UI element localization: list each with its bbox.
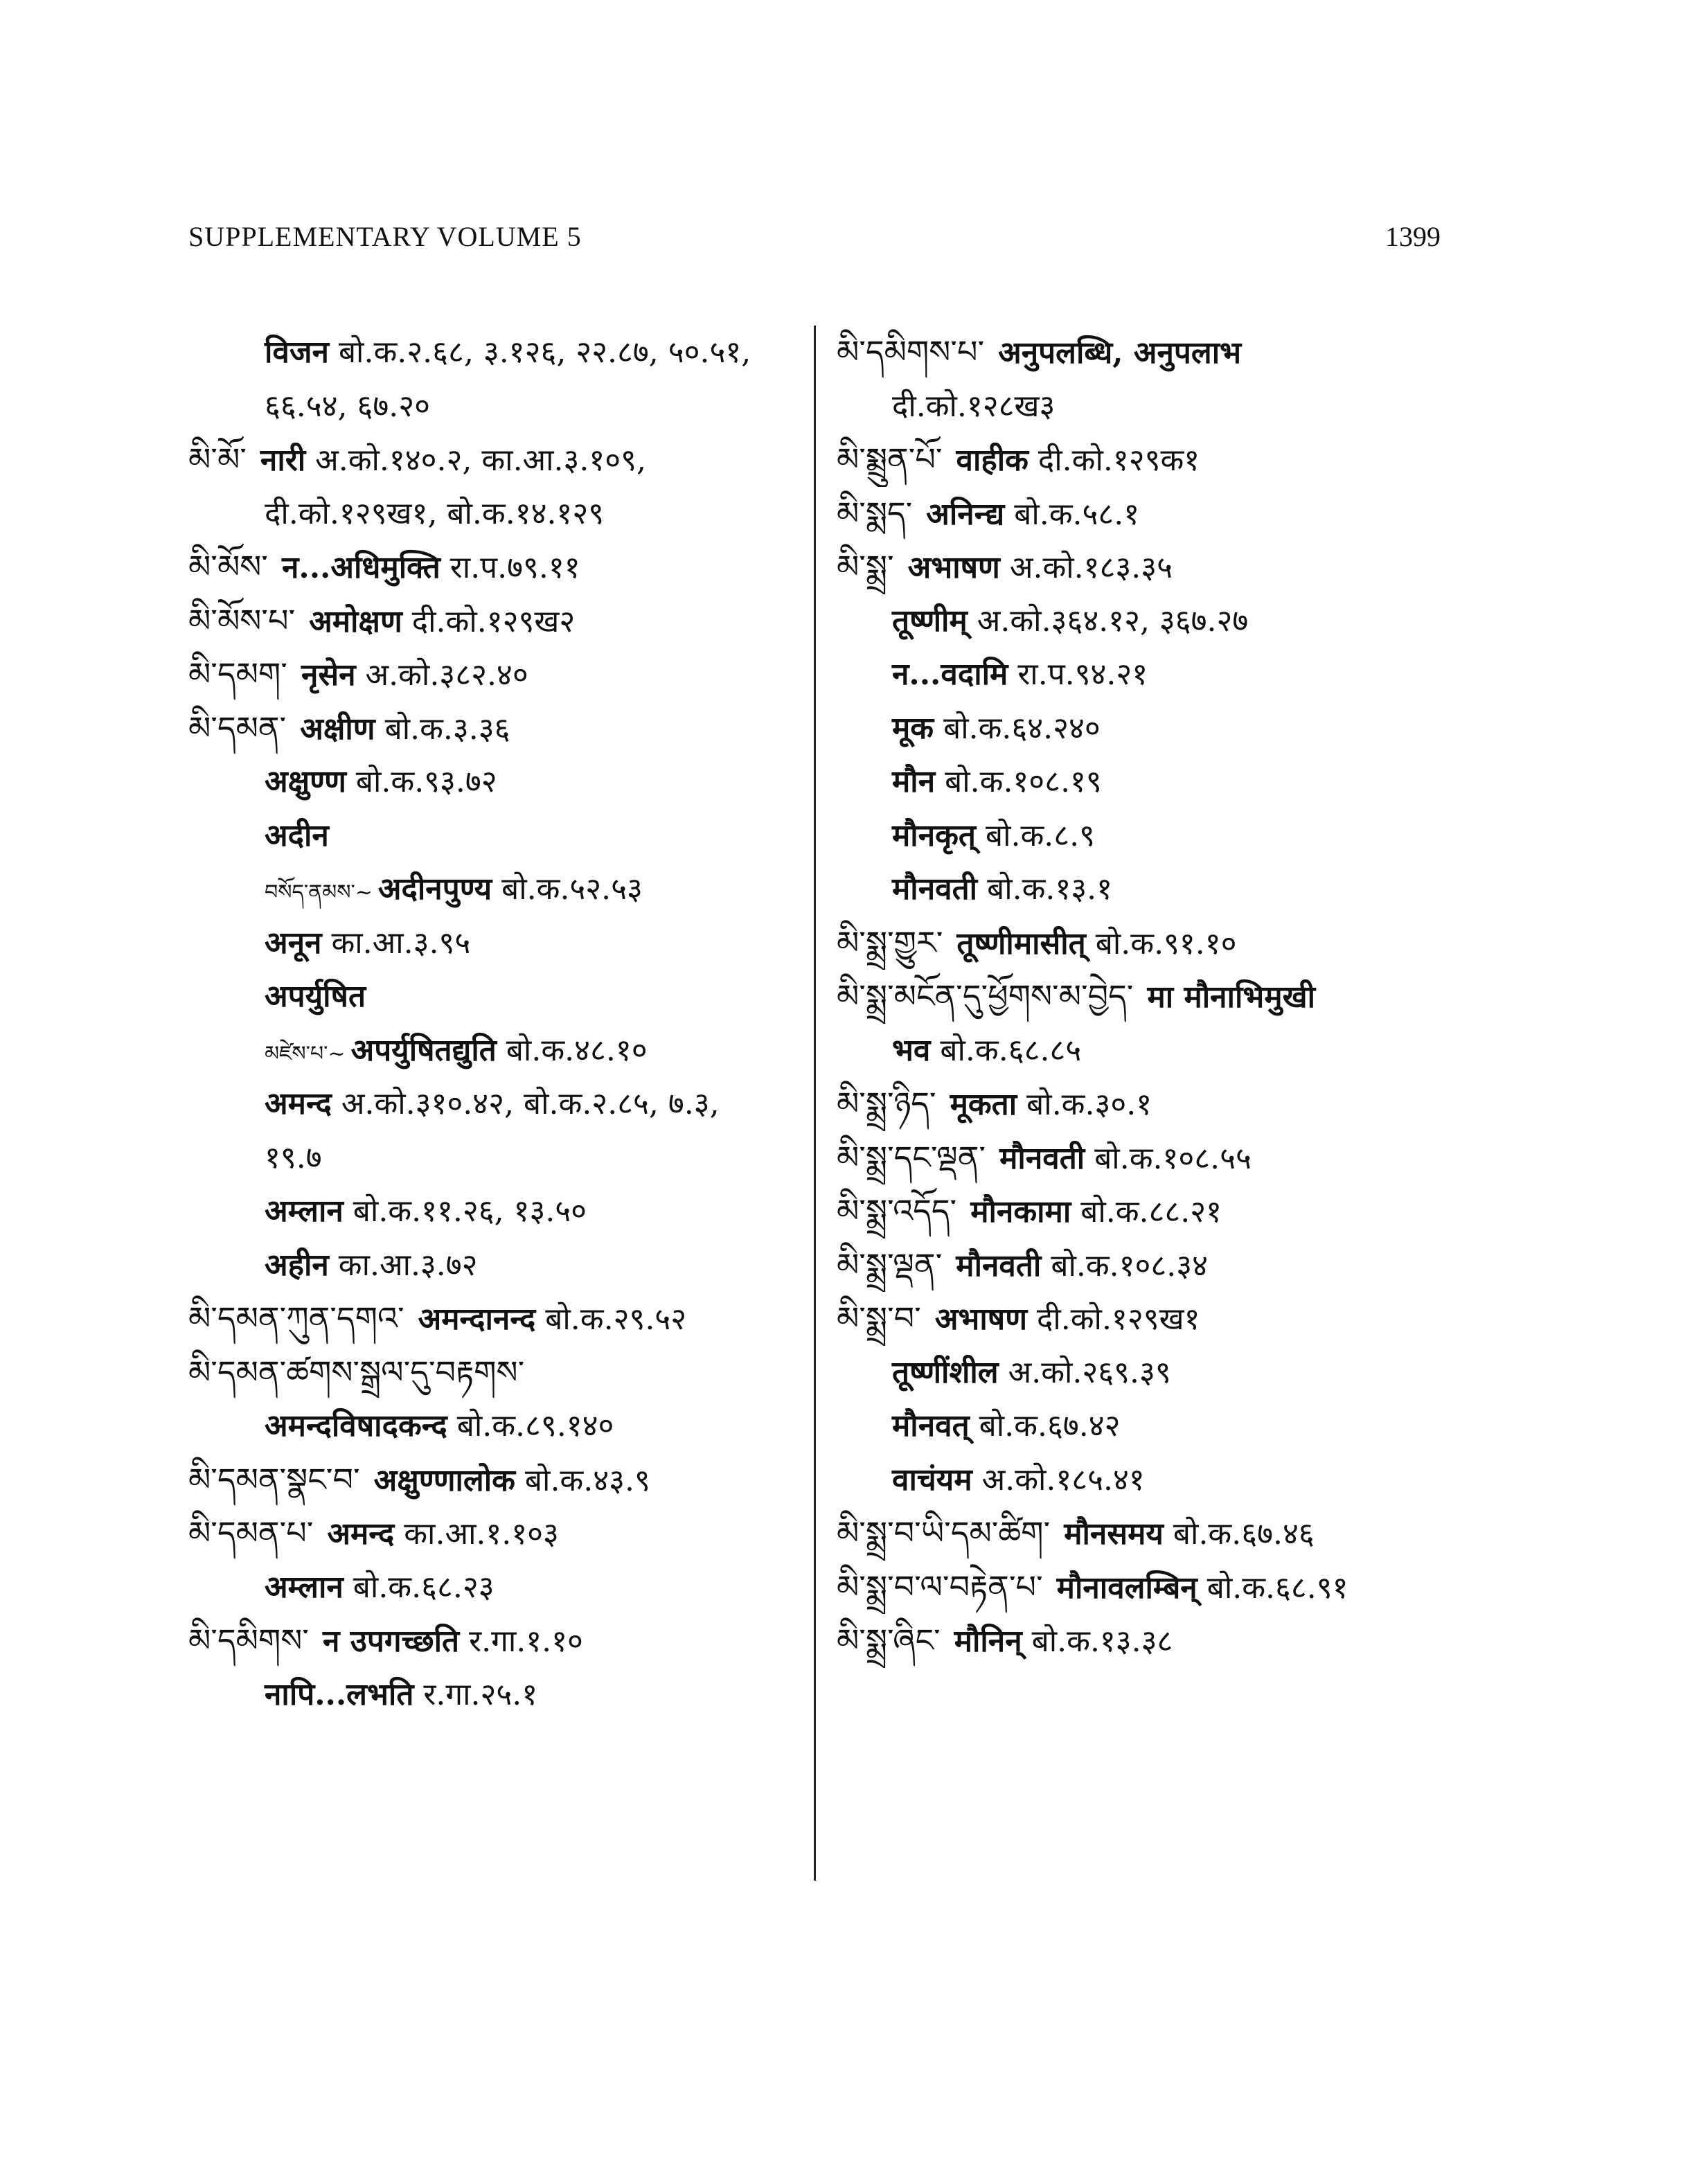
entry-line — [188, 1453, 805, 1507]
source-reference: का.आ.३.७२ — [338, 1247, 478, 1283]
sanskrit-equivalent: अमन्द — [327, 1516, 395, 1552]
tibetan-headword: མི་སྨྲ་གྱུར་ — [837, 923, 943, 961]
source-reference: अ.को.१८३.३५ — [1009, 550, 1173, 585]
entry-line — [837, 1399, 1502, 1453]
sanskrit-equivalent: अक्षुण्ण — [265, 764, 346, 799]
sanskrit-equivalent: अभाषण — [907, 550, 1000, 585]
source-reference: बो.क.२९.५२ — [545, 1302, 687, 1337]
tibetan-headword: མི་དམན་སྣང་བ་ — [188, 1460, 360, 1498]
entry-line — [188, 1507, 805, 1561]
sanskrit-equivalent: मौनकृत् — [892, 817, 976, 853]
sanskrit-equivalent: न...वदामि — [892, 657, 1008, 692]
tibetan-headword: མི་དམིགས་ — [188, 1622, 309, 1659]
sanskrit-equivalent: मौनवती — [956, 1248, 1042, 1284]
source-reference: रा.प.९४.२१ — [1017, 657, 1148, 692]
source-reference: र.गा.१.१० — [469, 1624, 583, 1659]
source-reference: बो.क.६७.४२ — [979, 1408, 1121, 1444]
source-reference: बो.क.१०८.१९ — [945, 764, 1102, 799]
tibetan-headword: མི་དམན་ — [188, 709, 287, 747]
tibetan-headword: མི་སྨྲ་ཞིང་ — [837, 1622, 941, 1659]
sanskrit-equivalent: भव — [892, 1032, 931, 1068]
sanskrit-equivalent: अभाषण — [934, 1302, 1028, 1337]
sanskrit-equivalent: अक्षुण्णालोक — [373, 1462, 515, 1498]
source-reference: बो.क.६८.९१ — [1206, 1570, 1348, 1606]
source-reference: दी.को.१२८ख३ — [892, 388, 1056, 424]
source-reference: बो.क.३.३६ — [384, 711, 510, 747]
source-reference: बो.क.१३.१ — [987, 871, 1112, 907]
entry-line — [837, 326, 1502, 380]
tibetan-headword: མི་སྨྲ་ཉིད་ — [837, 1085, 936, 1122]
tibetan-headword: མི་སྨྲ་བ་ཡི་དམ་ཚིག་ — [837, 1514, 1051, 1552]
source-reference: ६६.५४, ६७.२० — [265, 388, 430, 424]
sanskrit-equivalent: अमन्द — [265, 1086, 332, 1121]
sanskrit-equivalent: अमन्दविषादकन्द — [265, 1408, 447, 1444]
entry-line — [837, 862, 1502, 916]
entry-line — [188, 1346, 805, 1400]
source-reference: बो.क.५८.१ — [1014, 496, 1140, 532]
entry-line — [837, 1346, 1502, 1400]
sanskrit-equivalent: अम्लान — [265, 1569, 344, 1605]
source-reference: बो.क.२.६८, ३.१२६, २२.८७, ५०.५१, — [338, 335, 751, 370]
sanskrit-equivalent: अपर्युषितद्युति — [350, 1032, 497, 1068]
column-divider — [814, 326, 816, 1881]
entry-line — [188, 1131, 805, 1185]
sanskrit-equivalent: नापि...लभति — [265, 1676, 414, 1712]
source-reference: अ.को.१४०.२, का.आ.३.१०९, — [315, 443, 647, 478]
sanskrit-equivalent: अक्षीण — [300, 711, 375, 747]
entry-line — [188, 809, 805, 863]
source-reference: का.आ.१.१०३ — [404, 1516, 559, 1552]
source-reference: रा.प.७९.११ — [449, 550, 580, 585]
source-reference: अ.को.३८२.४० — [365, 657, 528, 693]
entry-line — [188, 540, 805, 594]
sanskrit-equivalent: मौनसमय — [1064, 1516, 1164, 1552]
source-reference: बो.क.६८.२३ — [353, 1569, 495, 1605]
sanskrit-equivalent: मूक — [892, 710, 934, 746]
source-reference: बो.क.१०८.५५ — [1094, 1140, 1252, 1176]
tibetan-headword: མི་སྨད་ — [837, 494, 913, 532]
source-reference: बो.क.८९.१४० — [456, 1408, 614, 1444]
source-reference: का.आ.३.९५ — [331, 925, 471, 961]
source-reference: अ.को.३१०.४२, बो.क.२.८५, ७.३, — [341, 1086, 720, 1121]
tibetan-headword: མི་དམན་པ་ — [188, 1514, 314, 1552]
entry-line — [837, 970, 1502, 1024]
source-reference: दी.को.१२९ख१ — [1037, 1302, 1200, 1337]
sanskrit-equivalent: मा मौनाभिमुखी — [1147, 979, 1316, 1015]
entry-line — [188, 970, 805, 1024]
sanskrit-equivalent: तूष्णीमासीत् — [956, 925, 1086, 961]
source-reference: अ.को.२६९.३९ — [1008, 1354, 1171, 1390]
tibetan-headword: མི་སྨྲ་འདོད་ — [837, 1192, 957, 1229]
entry-line — [837, 916, 1502, 970]
tibetan-headword: མི་སྨྲ་དང་ལྡན་ — [837, 1138, 986, 1176]
entry-line — [837, 380, 1502, 434]
sanskrit-equivalent: अनून — [265, 925, 322, 961]
sanskrit-equivalent: अमोक्षण — [309, 603, 402, 639]
source-reference: बो.क.९३.७२ — [355, 764, 497, 799]
entry-line — [837, 1131, 1502, 1185]
entry-line — [188, 1292, 805, 1346]
running-header: SUPPLEMENTARY VOLUME 5 — [188, 221, 582, 252]
sanskrit-equivalent: तूष्णींशील — [892, 1354, 999, 1390]
entry-line — [837, 1507, 1502, 1561]
sanskrit-equivalent: अनुपलब्धि, अनुपलाभ — [998, 335, 1242, 371]
entry-line — [837, 1561, 1502, 1615]
tibetan-headword: མི་དམིགས་པ་ — [837, 333, 985, 371]
tibetan-headword: མི་དམག་ — [188, 655, 287, 693]
tibetan-headword: མི་མོ་ — [188, 441, 247, 478]
entry-line — [837, 1453, 1502, 1507]
entry-line — [188, 594, 805, 648]
source-reference: बो.क.११.२६, १३.५० — [353, 1193, 587, 1229]
sanskrit-equivalent: नारी — [260, 443, 306, 478]
sanskrit-equivalent: अम्लान — [265, 1193, 344, 1229]
tibetan-headword: མི་སྨྲུན་པོ་ — [837, 441, 943, 478]
source-reference: बो.क.८८.२१ — [1080, 1194, 1222, 1229]
entry-line — [837, 755, 1502, 809]
sanskrit-equivalent: न...अधिमुक्ति — [281, 550, 440, 585]
source-reference: बो.क.८.९ — [986, 817, 1096, 853]
entry-line — [188, 1184, 805, 1239]
entry-line — [188, 1561, 805, 1615]
source-reference: बो.क.६८.८५ — [940, 1032, 1082, 1068]
sanskrit-equivalent: मौन — [892, 764, 936, 799]
sanskrit-equivalent: अनिन्द्य — [926, 496, 1005, 532]
entry-line — [188, 648, 805, 702]
source-reference: दी.को.१२९क१ — [1037, 443, 1200, 478]
tibetan-headword: མི་སྨྲ་བ་ལ་བརྟེན་པ་ — [837, 1568, 1043, 1606]
entry-line — [188, 1399, 805, 1453]
entry-line — [188, 1239, 805, 1293]
tibetan-compound: བསོད་ནམས་~ — [265, 880, 373, 905]
entry-line — [188, 702, 805, 756]
entry-line — [188, 916, 805, 970]
entry-line — [837, 540, 1502, 594]
page-number: 1399 — [1385, 221, 1441, 252]
sanskrit-equivalent: अदीन — [265, 817, 329, 853]
entry-line — [188, 1077, 805, 1131]
sanskrit-equivalent: अदीनपुण्य — [377, 871, 492, 907]
entry-line — [188, 487, 805, 541]
entry-line — [188, 862, 805, 916]
source-reference: अ.को.१८५.४१ — [981, 1462, 1145, 1498]
entry-line — [188, 1614, 805, 1668]
entry-line — [837, 1292, 1502, 1346]
sanskrit-equivalent: अपर्युषित — [265, 979, 366, 1014]
entry-line — [837, 1614, 1502, 1668]
entry-line — [837, 433, 1502, 487]
tibetan-compound: མཛེས་པ་~ — [265, 1041, 346, 1066]
entry-line — [837, 594, 1502, 648]
left-column — [188, 326, 805, 1721]
sanskrit-equivalent: मौनवती — [999, 1140, 1085, 1176]
entry-line — [837, 809, 1502, 863]
source-reference: बो.क.५२.५३ — [501, 871, 643, 907]
entry-line — [837, 1184, 1502, 1239]
source-reference: बो.क.३०.१ — [1026, 1087, 1152, 1122]
entry-line — [837, 1239, 1502, 1293]
sanskrit-equivalent: मूकता — [950, 1087, 1017, 1122]
entry-line — [837, 702, 1502, 756]
source-reference: बो.क.९१.१० — [1095, 925, 1237, 961]
source-reference: दी.को.१२९ख२ — [411, 603, 576, 639]
entry-line — [837, 487, 1502, 541]
source-reference: र.गा.२५.१ — [423, 1676, 538, 1712]
source-reference: बो.क.६७.४६ — [1173, 1516, 1315, 1552]
sanskrit-equivalent: अहीन — [265, 1247, 329, 1283]
entry-line — [837, 1077, 1502, 1131]
tibetan-headword: མི་སྨྲ་ལྡན་ — [837, 1245, 943, 1284]
sanskrit-equivalent: वाहीक — [956, 443, 1028, 478]
source-reference: बो.क.४३.९ — [524, 1462, 650, 1498]
tibetan-headword: མི་མོས་ — [188, 548, 268, 585]
sanskrit-equivalent: मौनकामा — [970, 1194, 1071, 1229]
tibetan-headword: མི་སྨྲ་བ་ — [837, 1299, 921, 1337]
entry-line — [837, 648, 1502, 702]
source-reference: १९.७ — [265, 1139, 322, 1175]
entry-line — [188, 755, 805, 809]
tibetan-headword: མི་སྨྲ་ — [837, 548, 894, 585]
tibetan-headword: མི་མོས་པ་ — [188, 601, 296, 639]
entry-line — [188, 1024, 805, 1078]
source-reference: बो.क.१३.३८ — [1031, 1624, 1173, 1659]
right-column — [837, 326, 1502, 1668]
source-reference: दी.को.१२९ख१, बो.क.१४.१२९ — [265, 495, 605, 531]
tibetan-headword: མི་དམན་ཚགས་སྒྲལ་དུ་བརྟགས་ — [188, 1353, 525, 1391]
sanskrit-equivalent: न उपगच्छति — [322, 1624, 460, 1659]
source-reference: बो.क.६४.२४० — [943, 710, 1101, 746]
entry-line — [837, 1024, 1502, 1078]
entry-line — [188, 433, 805, 487]
sanskrit-equivalent: मौनवती — [892, 871, 978, 907]
tibetan-headword: མི་དམན་ཀུན་དགའ་ — [188, 1299, 404, 1337]
entry-line — [188, 380, 805, 434]
entry-line — [188, 326, 805, 380]
source-reference: बो.क.१०८.३४ — [1051, 1248, 1209, 1284]
source-reference: अ.को.३६४.१२, ३६७.२७ — [977, 603, 1249, 639]
sanskrit-equivalent: विजन — [265, 335, 329, 370]
sanskrit-equivalent: वाचंयम — [892, 1462, 972, 1498]
tibetan-headword: མི་སྨྲ་མངོན་དུ་ཕྱོགས་མ་བྱེད་ — [837, 977, 1134, 1015]
sanskrit-equivalent: नृसेन — [301, 657, 356, 693]
entry-line — [188, 1668, 805, 1722]
sanskrit-equivalent: अमन्दानन्द — [418, 1302, 536, 1337]
sanskrit-equivalent: तूष्णीम् — [892, 603, 968, 639]
source-reference: बो.क.४८.१० — [506, 1032, 648, 1068]
sanskrit-equivalent: मौनवत् — [892, 1408, 970, 1444]
sanskrit-equivalent: मौनावलम्बिन् — [1056, 1570, 1197, 1606]
sanskrit-equivalent: मौनिन् — [954, 1624, 1022, 1659]
